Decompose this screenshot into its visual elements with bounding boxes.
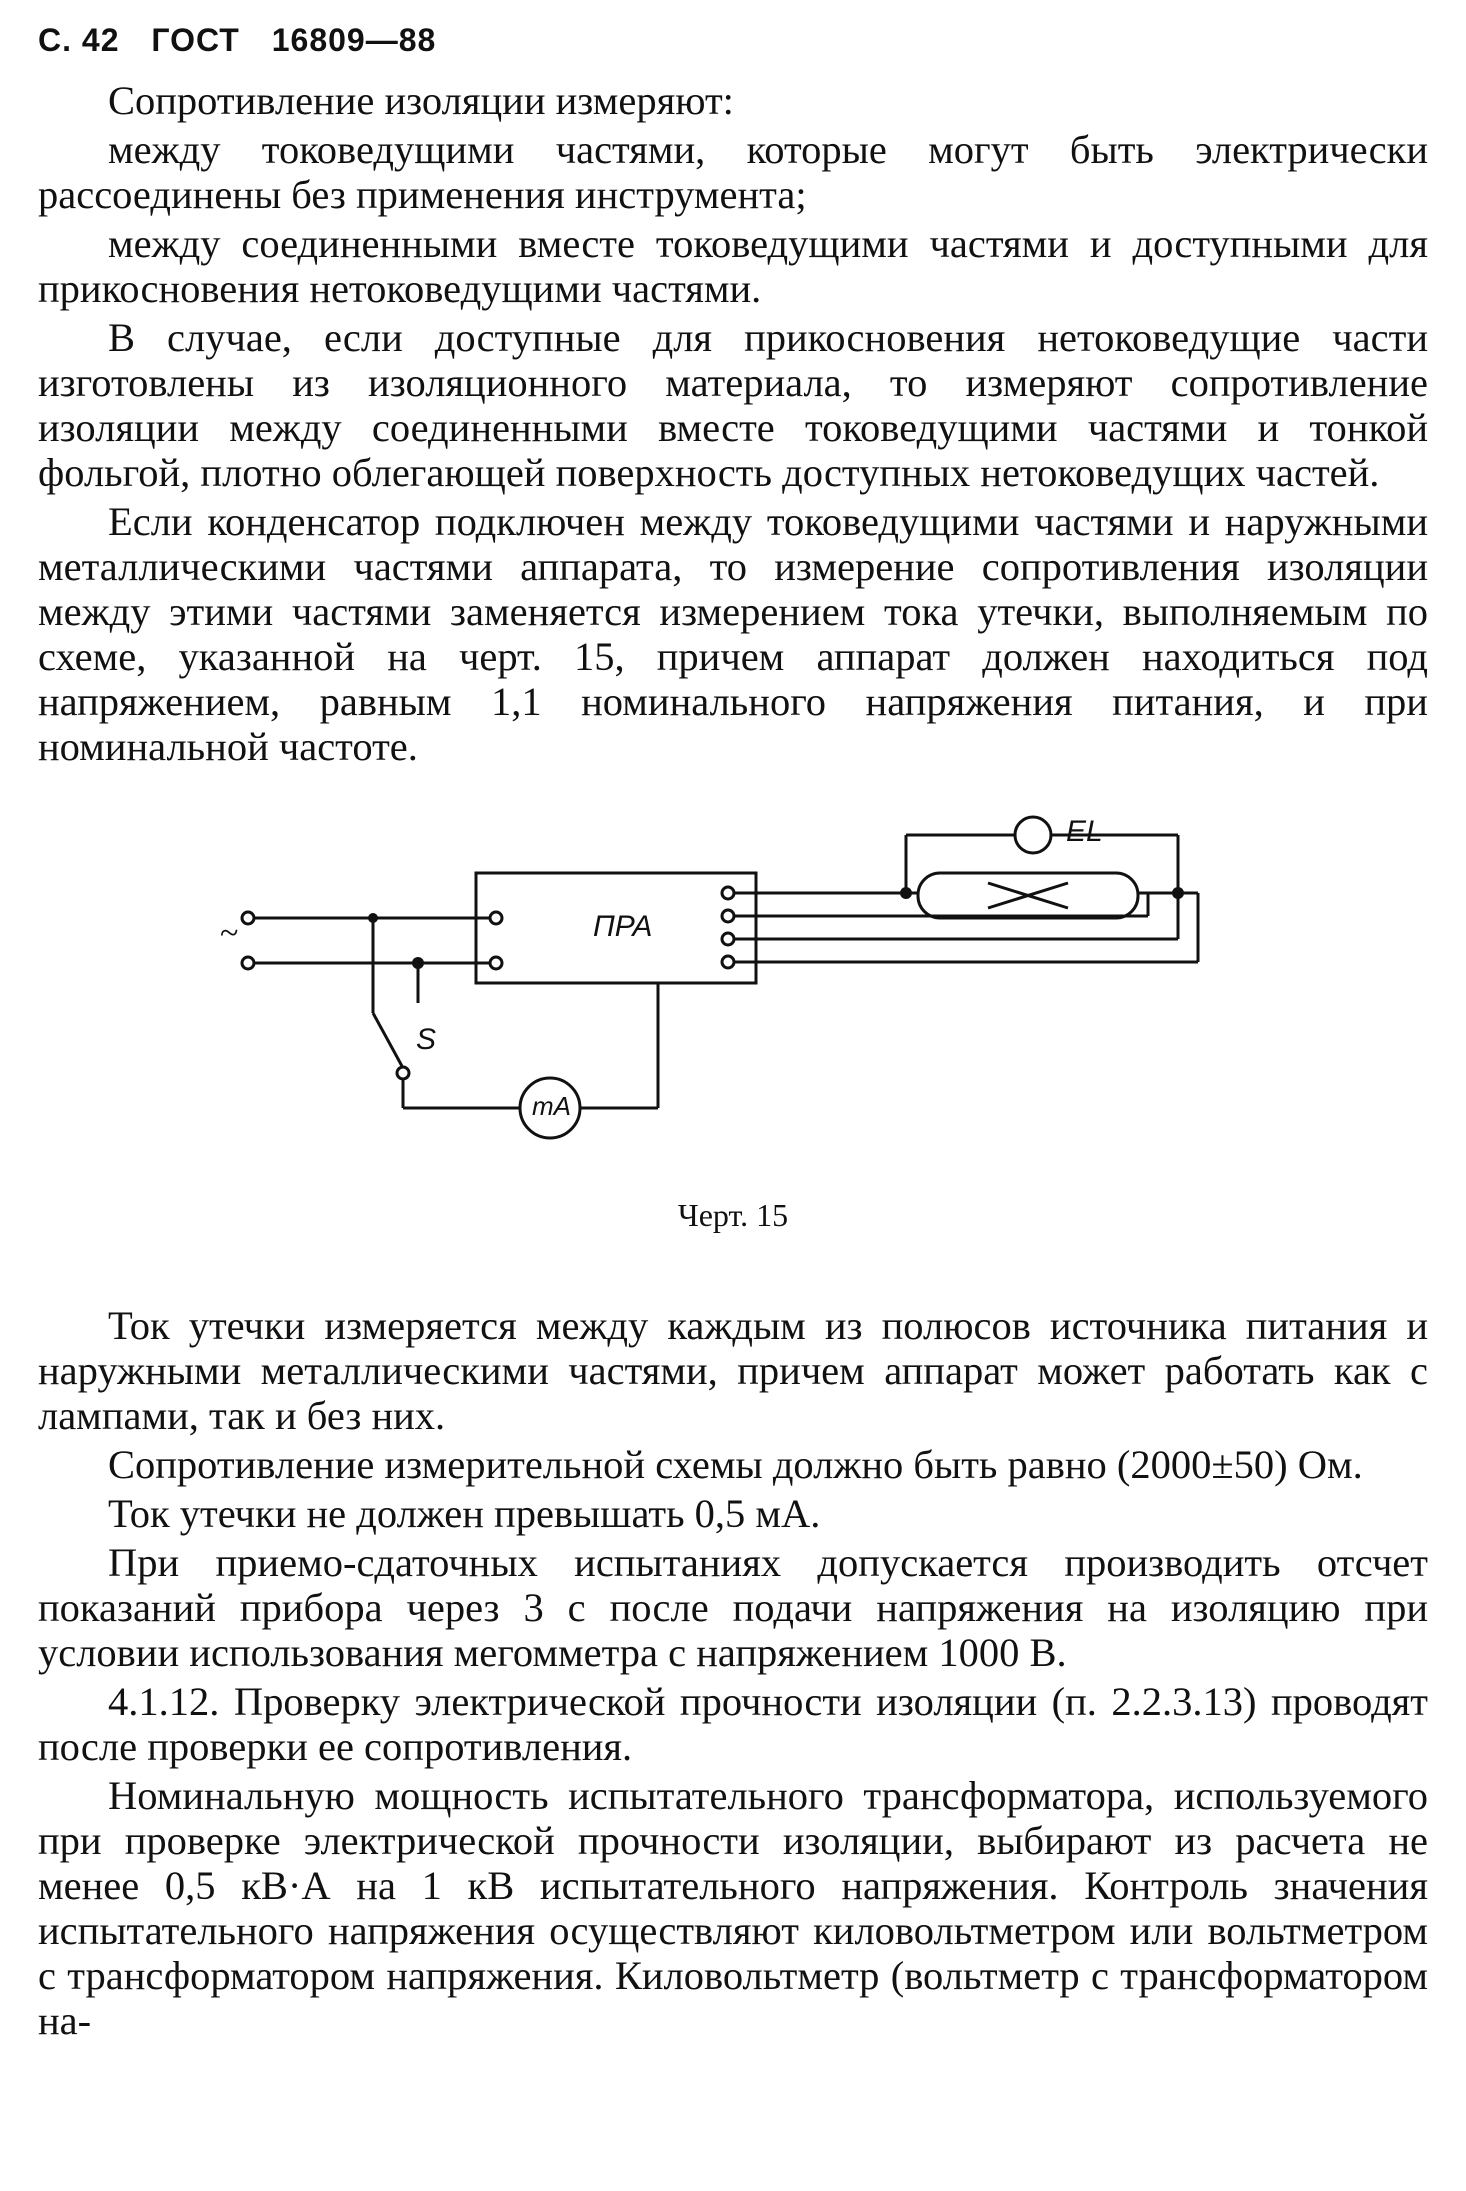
source-terminal [242, 912, 254, 924]
paragraph: Сопротивление измерительной схемы должно быть равно (2000±50) Ом. [108, 1442, 1363, 1487]
figure-caption: Черт. 15 [677, 1197, 789, 1233]
ballast-label: ПРА [593, 910, 653, 943]
starter-symbol [1015, 817, 1051, 853]
source-terminal [242, 957, 254, 969]
paragraph: Ток утечки измеряется между каждым из полюсов источника питания и наружными металлическими частями, причем аппарат может работать как с лампами, так и без них. [38, 1303, 1428, 1438]
lamp-label: EL [1066, 815, 1103, 848]
meter-label: mA [532, 1091, 571, 1121]
paragraph: Сопротивление изоляции измеряют: [108, 78, 734, 123]
document-page [38, 22, 1428, 2047]
circuit-diagram [38, 773, 1428, 1313]
paragraph: Ток утечки не должен превышать 0,5 мА. [108, 1491, 821, 1536]
source-symbol: ~ [220, 915, 239, 952]
switch-label: S [416, 1023, 437, 1056]
circuit-schematic [38, 773, 1428, 1213]
page-header [38, 22, 1428, 78]
paragraph: Если конденсатор подключен между токоведущими частями и наружными металлическими частями аппарата, то измерение сопротивления изоляции между этими частями заменяется измерением тока утечки, выполняемым по схеме, указанной на черт. 15, причем аппарат должен находиться под напряжением, равным 1,1 номинального напряжения питания, и при номинальной частоте. [38, 499, 1428, 769]
paragraph: между токоведущими частями, которые могут быть электрически рассоединены без применения инструмента; [38, 127, 1428, 217]
standard-number: 16809—88 [271, 22, 437, 58]
page-number: С. 42 [38, 22, 120, 58]
paragraph: Номинальную мощность испытательного трансформатора, используемого при проверке электрической прочности изоляции, выбирают из расчета не менее 0,5 кВ·А на 1 кВ испытательного напряжения. Контроль значения испытательного напряжения осуществляют киловольтметром или вольтметром с трансформатором напряжения. Киловольтметр (вольтметр с трансформатором на- [38, 1773, 1428, 2043]
body-text-bottom [38, 1303, 1428, 2043]
paragraph: между соединенными вместе токоведущими частями и доступными для прикосновения нетоковедущими частями. [38, 221, 1428, 311]
paragraph: 4.1.12. Проверку электрической прочности изоляции (п. 2.2.3.13) проводят после проверки ее сопротивления. [38, 1679, 1428, 1769]
standard-label: ГОСТ [151, 22, 240, 58]
paragraph: В случае, если доступные для прикосновения нетоковедущие части изготовлены из изоляционного материала, то измеряют сопротивление изоляции между соединенными вместе токоведущими частями и тонкой фольгой, плотно облегающей поверхность доступных нетоковедущих частей. [38, 315, 1428, 495]
paragraph: При приемо-сдаточных испытаниях допускается производить отсчет показаний прибора через 3 с после подачи напряжения на изоляцию при условии использования мегомметра с напряжением 1000 В. [38, 1540, 1428, 1675]
